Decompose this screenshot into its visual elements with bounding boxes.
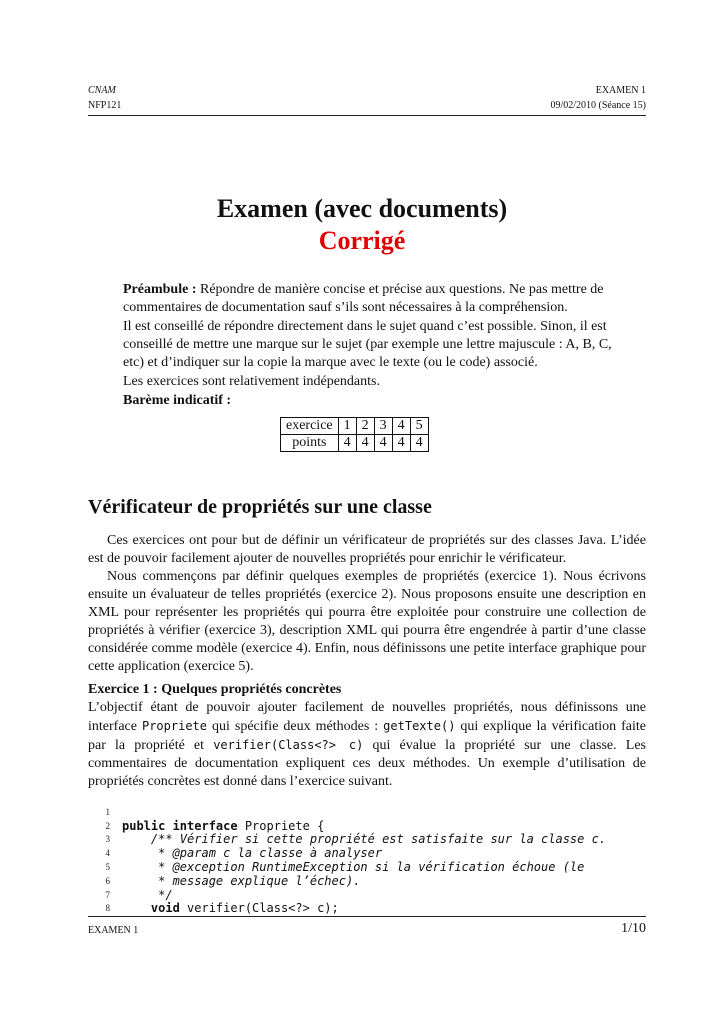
line-number: 1 — [105, 806, 110, 817]
table-cell: 2 — [356, 418, 374, 435]
table-cell: 4 — [392, 418, 410, 435]
table-cell: 4 — [410, 435, 428, 452]
ex1-text-part: L’objectif étant de pouvoir ajouter facilement de nouvelles propriétés, nous définissons une interface — [88, 700, 646, 734]
exercise-1-title: Exercice 1 : Quelques propriétés concrètes — [88, 682, 342, 697]
preamble-para-1 — [123, 281, 618, 317]
table-cell: 3 — [374, 418, 392, 435]
ex1-code-interface: Propriete — [141, 719, 207, 733]
table-cell: 4 — [338, 435, 356, 452]
line-number: 8 — [105, 903, 110, 914]
table-row — [281, 435, 429, 452]
preamble-text-1: Répondre de manière concise et précise aux questions. Ne pas mettre de commentaires de documentation sauf s’ils sont nécessaires à la compréhension. — [123, 282, 604, 315]
footer-exam: EXAMEN 1 — [88, 925, 139, 936]
ex1-code-gettexte: getTexte() — [383, 719, 456, 733]
header-rule — [88, 115, 646, 116]
code-indent — [122, 901, 151, 915]
line-number: 4 — [105, 848, 110, 859]
code-line — [88, 875, 646, 916]
line-number: 6 — [105, 875, 110, 886]
ex1-text-part: qui évalue la propriété sur une classe. Les commentaires de documentation expliquent ces deux méthodes. Un exemple d’utilisation de propriétés concrètes est donné dans l’exercice suivant. — [88, 738, 646, 789]
header-exam: EXAMEN 1 — [595, 85, 646, 96]
line-number: 3 — [105, 834, 110, 845]
bareme-table — [280, 417, 429, 452]
table-cell: exercice — [281, 418, 339, 435]
code-comment: /** Vérifier si cette propriété est satisfaite sur la classe c. — [122, 832, 607, 847]
table-cell: points — [281, 435, 339, 452]
code-comment: * @param c la classe à analyser — [122, 846, 383, 861]
exercise-1-text — [88, 699, 646, 791]
table-cell: 4 — [374, 435, 392, 452]
bareme-label: Barème indicatif : — [123, 393, 232, 408]
code-line — [88, 792, 646, 833]
ex1-code-verifier: verifier(Class<?> c) — [213, 738, 364, 752]
preamble-text-3: Les exercices sont relativement indépendants. — [123, 374, 380, 389]
code-comment: * message explique l’échec). — [122, 873, 361, 888]
table-cell: 5 — [410, 418, 428, 435]
line-number: 7 — [105, 889, 110, 900]
table-row — [281, 418, 429, 435]
page-number: 1/10 — [621, 921, 646, 936]
preamble-text-2: Il est conseillé de répondre directement dans le sujet quand c’est possible. Sinon, il est conseillé de mettre une marque sur le sujet (par exemple une lettre majuscule : A, B, C, etc) et d’indiquer sur la copie la marque avec le texte (ou le code) associé. — [123, 319, 612, 370]
page-title: Examen (avec documents) — [216, 194, 508, 223]
code-keyword: void — [150, 901, 180, 916]
preamble-label: Préambule : — [123, 282, 197, 297]
section-title: Vérificateur de propriétés sur une classe — [88, 496, 432, 518]
preamble — [123, 281, 618, 410]
footer-rule — [88, 916, 646, 917]
code-comment: */ — [122, 887, 173, 902]
intro-para-2: Nous commençons par définir quelques exemples de propriétés (exercice 1). Nous écrivons ensuite un évaluateur de telles propriétés (exercice 2). Nous proposons ensuite une description en XML pour représenter les propriétés qui pourra être exploitée pour construire une collection de propriétés à vérifier (exercice 3), description XML qui pourra être engendrée à partir d’une classe considérée comme modèle (exercice 4). Enfin, nous définissons une petite interface graphique pour cette application (exercice 5). — [88, 569, 646, 674]
code-listing — [88, 792, 646, 916]
page-subtitle: Corrigé — [318, 226, 406, 255]
header-course: NFP121 — [88, 100, 122, 111]
header-date: 09/02/2010 (Séance 15) — [550, 100, 646, 111]
table-cell: 4 — [356, 435, 374, 452]
section-intro — [88, 532, 646, 676]
table-cell: 4 — [392, 435, 410, 452]
line-number: 5 — [105, 861, 110, 872]
code-comment: * @exception RuntimeException si la vérification échoue (le — [122, 859, 585, 874]
code-keyword: public interface — [122, 818, 238, 833]
ex1-text-part: qui explique la vérification faite par la propriété et — [88, 719, 647, 753]
intro-para-1: Ces exercices ont pour but de définir un vérificateur de propriétés sur des classes Java. L’idée est de pouvoir facilement ajouter de nouvelles propriétés pour enrichir le vérificateur. — [88, 533, 646, 566]
ex1-text-part: qui spécifie deux méthodes : — [207, 719, 384, 734]
code-text: verifier(Class<?> c); — [179, 901, 339, 916]
code-text: Propriete { — [237, 818, 325, 833]
line-number: 2 — [105, 820, 110, 831]
table-cell: 1 — [338, 418, 356, 435]
header-institution: CNAM — [88, 85, 116, 96]
